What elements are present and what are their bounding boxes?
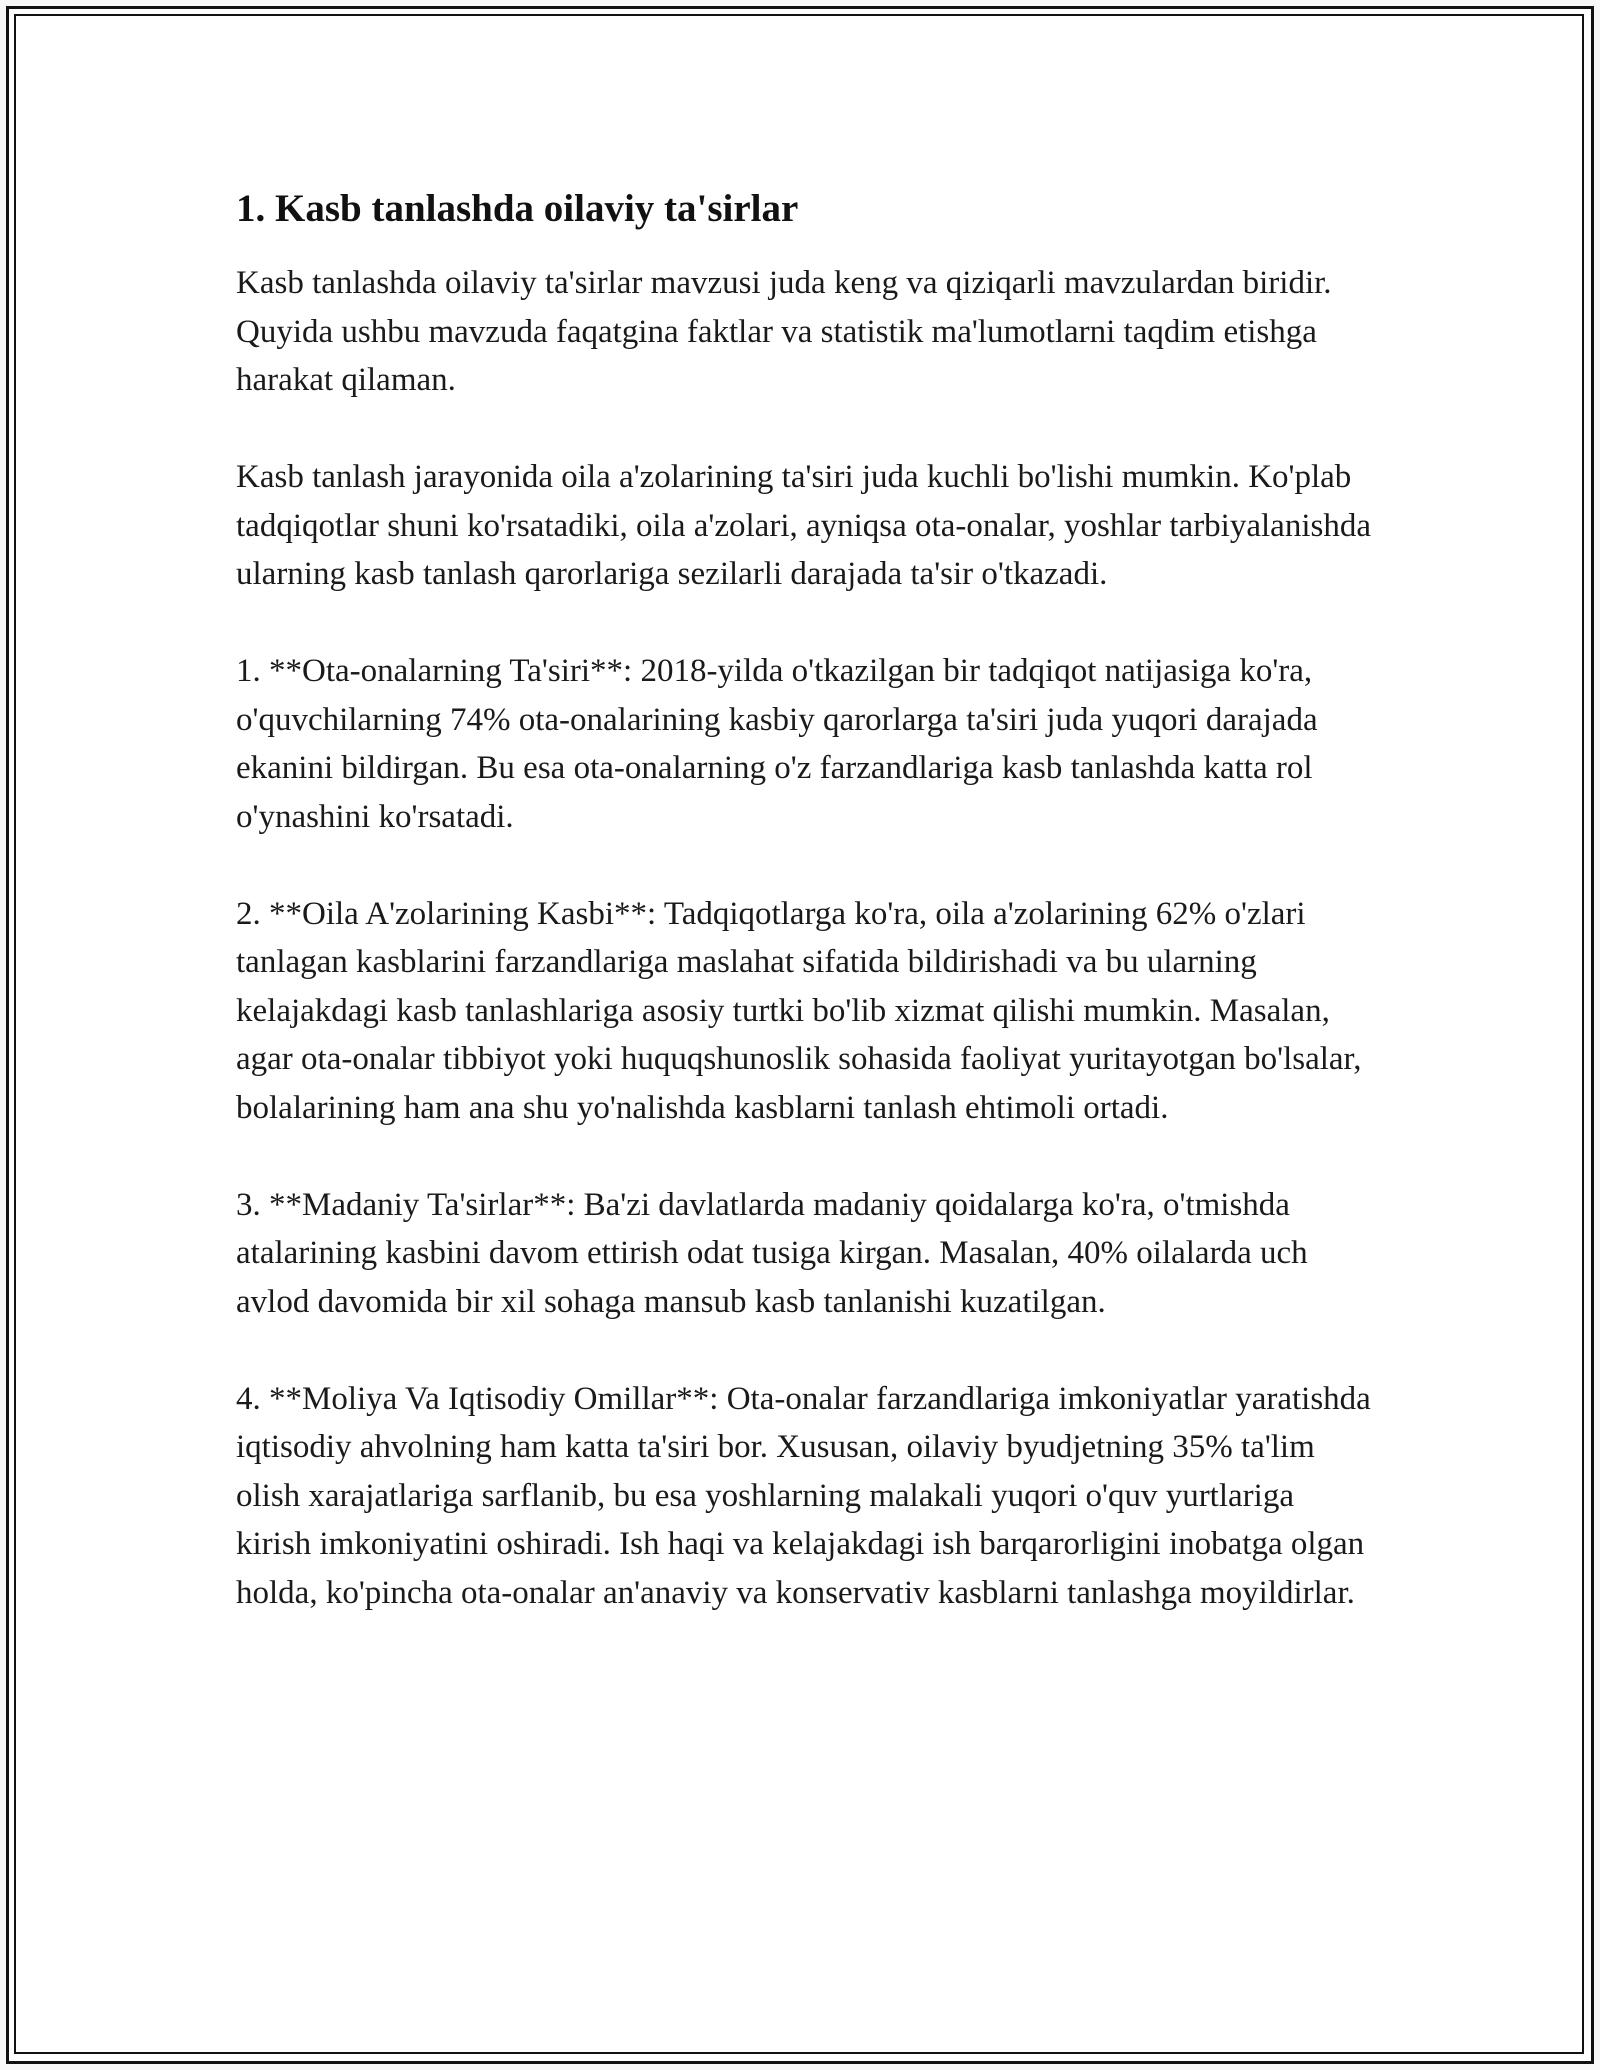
paragraph-point-3: 3. **Madaniy Ta'sirlar**: Ba'zi davlatlarda madaniy qoidalarga ko'ra, o'tmishda atalarining kasbini davom ettirish odat tusiga kirgan. Masalan, 40% oilalarda uch avlod davomida bir xil sohaga mansub kasb tanlanishi kuzatilgan. xyxy=(236,1186,1308,1320)
paragraph-intro: Kasb tanlashda oilaviy ta'sirlar mavzusi juda keng va qiziqarli mavzulardan biridir. Quyida ushbu mavzuda faqatgina faktlar va statistik ma'lumotlarni taqdim etishga harakat qilaman. xyxy=(236,265,1332,398)
document-title: 1. Kasb tanlashda oilaviy ta'sirlar xyxy=(236,187,799,230)
document-body xyxy=(236,185,1376,1666)
paragraph-point-1: 1. **Ota-onalarning Ta'siri**: 2018-yilda o'tkazilgan bir tadqiqot natijasiga ko'ra, o'quvchilarning 74% ota-onalarining kasbiy qarorlarga ta'siri juda yuqori darajada ekanini bildirgan. Bu esa ota-onalarning o'z farzandlariga kasb tanlashda katta rol o'ynashini ko'rsatadi. xyxy=(236,653,1318,835)
paragraph-point-4: 4. **Moliya Va Iqtisodiy Omillar**: Ota-onalar farzandlariga imkoniyatlar yaratishda iqtisodiy ahvolning ham katta ta'siri bor. Xususan, oilaviy byudjetning 35% ta'lim olish xarajatlariga sarflanib, bu esa yoshlarning malakali yuqori o'quv yurtlariga kirish imkoniyatini oshiradi. Ish haqi va kelajakdagi ish barqarorligini inobatga olgan holda, ko'pincha ota-onalar an'anaviy va konservativ kasblarni tanlashga moyildirlar. xyxy=(236,1380,1371,1611)
paragraph-point-2: 2. **Oila A'zolarining Kasbi**: Tadqiqotlarga ko'ra, oila a'zolarining 62% o'zlari tanlagan kasblarini farzandlariga maslahat sifatida bildirishadi va bu ularning kelajakdagi kasb tanlashlariga asosiy turtki bo'lib xizmat qilishi mumkin. Masalan, agar ota-onalar tibbiyot yoki huquqshunoslik sohasida faoliyat yuritayotgan bo'lsalar, bolalarining ham ana shu yo'nalishda kasblarni tanlash ehtimoli ortadi. xyxy=(236,895,1362,1126)
paragraph-context: Kasb tanlash jarayonida oila a'zolarining ta'siri juda kuchli bo'lishi mumkin. Ko'plab tadqiqotlar shuni ko'rsatadiki, oila a'zolari, ayniqsa ota-onalar, yoshlar tarbiyalanishda ularning kasb tanlash qarorlariga sezilarli darajada ta'sir o'tkazadi. xyxy=(236,459,1371,592)
